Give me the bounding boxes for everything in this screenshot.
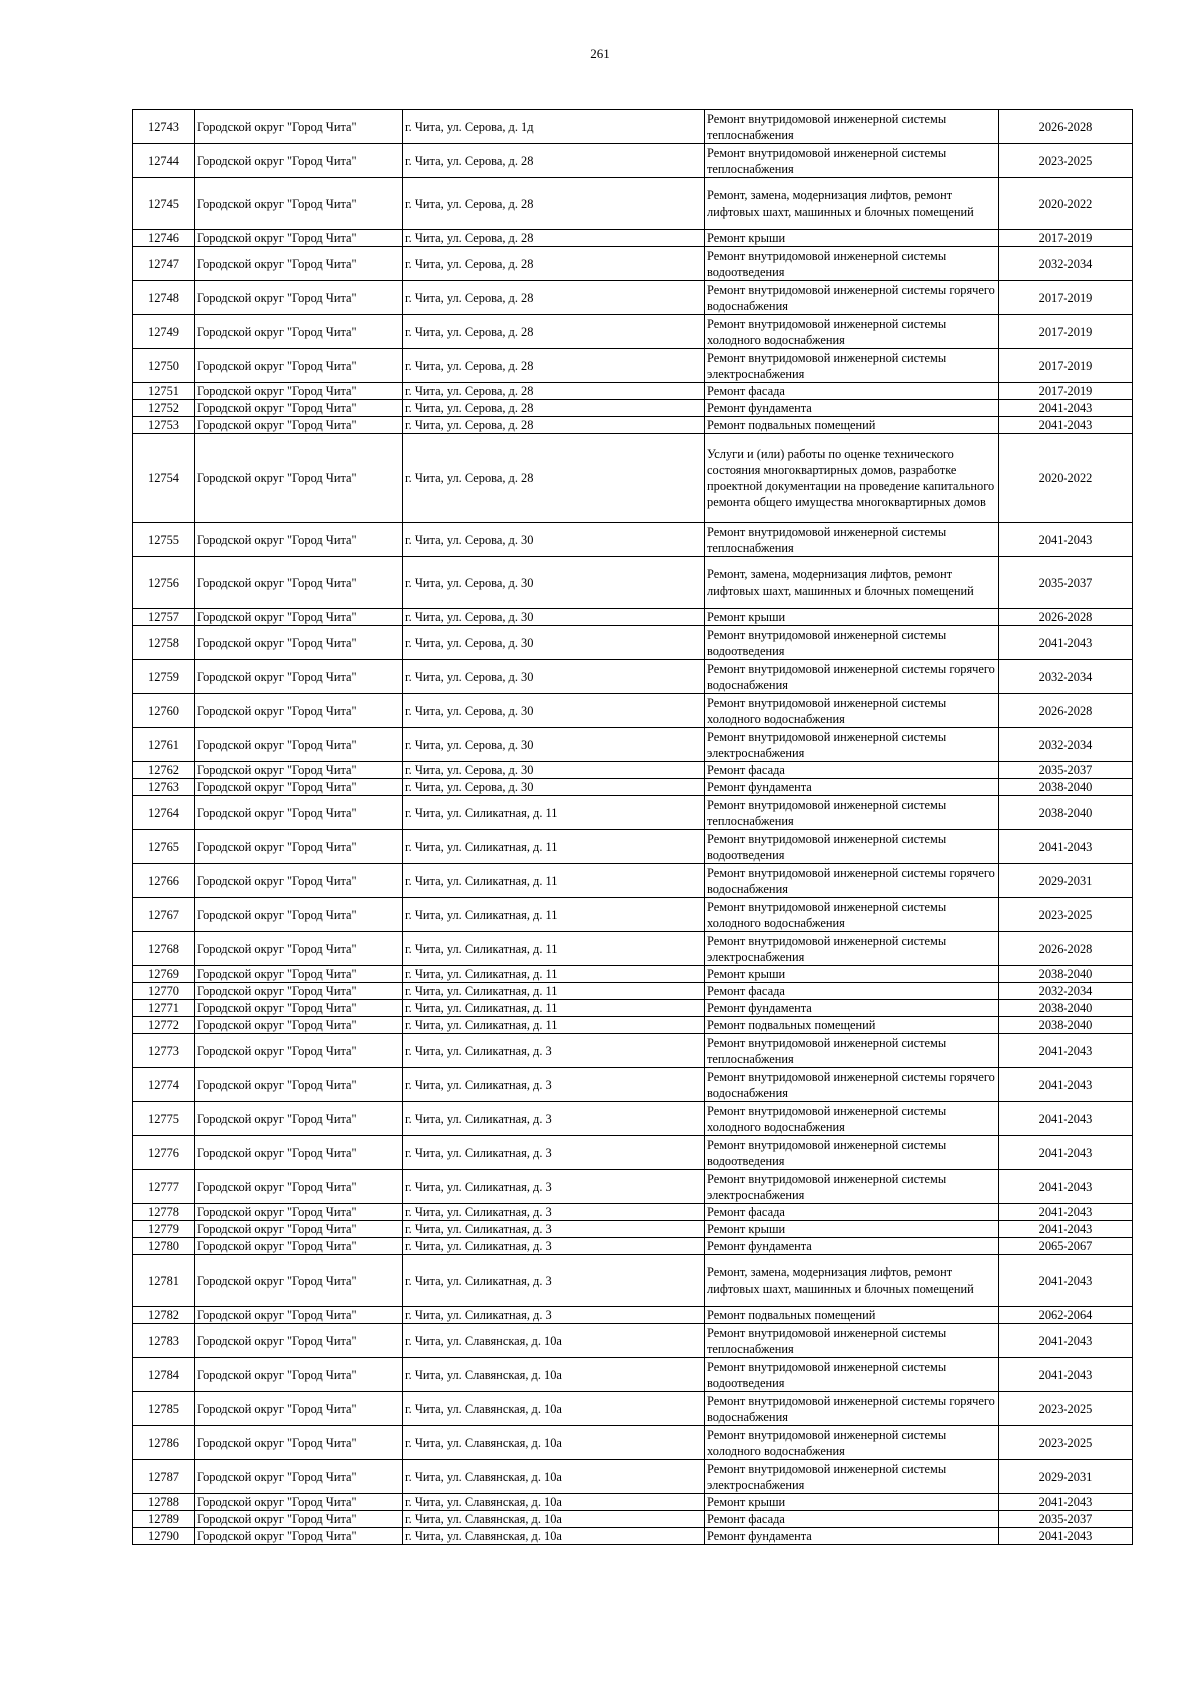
- period-cell: 2026-2028: [999, 110, 1133, 144]
- row-number: 12789: [133, 1511, 195, 1528]
- period-cell: 2017-2019: [999, 281, 1133, 315]
- municipality-cell: Городской округ "Город Чита": [195, 434, 403, 523]
- period-cell: 2020-2022: [999, 178, 1133, 230]
- row-number: 12765: [133, 830, 195, 864]
- table-row: [133, 400, 1133, 417]
- period-cell: 2017-2019: [999, 383, 1133, 400]
- municipality-cell: Городской округ "Город Чита": [195, 983, 403, 1000]
- address-cell: г. Чита, ул. Силикатная, д. 3: [403, 1170, 705, 1204]
- period-cell: 2041-2043: [999, 1170, 1133, 1204]
- work-type-cell: Ремонт крыши: [705, 1221, 999, 1238]
- work-type-cell: Ремонт внутридомовой инженерной системы горячего водоснабжения: [705, 1392, 999, 1426]
- work-type-cell: Ремонт внутридомовой инженерной системы холодного водоснабжения: [705, 694, 999, 728]
- municipality-cell: Городской округ "Город Чита": [195, 1000, 403, 1017]
- table-row: [133, 1307, 1133, 1324]
- municipality-cell: Городской округ "Город Чита": [195, 1358, 403, 1392]
- table-row: [133, 1511, 1133, 1528]
- work-type-cell: Ремонт внутридомовой инженерной системы водоотведения: [705, 1358, 999, 1392]
- row-number: 12753: [133, 417, 195, 434]
- municipality-cell: Городской округ "Город Чита": [195, 1102, 403, 1136]
- table-row: [133, 983, 1133, 1000]
- municipality-cell: Городской округ "Город Чита": [195, 349, 403, 383]
- address-cell: г. Чита, ул. Славянская, д. 10а: [403, 1494, 705, 1511]
- municipality-cell: Городской округ "Город Чита": [195, 1307, 403, 1324]
- address-cell: г. Чита, ул. Силикатная, д. 11: [403, 1017, 705, 1034]
- address-cell: г. Чита, ул. Славянская, д. 10а: [403, 1324, 705, 1358]
- period-cell: 2026-2028: [999, 609, 1133, 626]
- municipality-cell: Городской округ "Город Чита": [195, 898, 403, 932]
- period-cell: 2020-2022: [999, 434, 1133, 523]
- work-type-cell: Ремонт внутридомовой инженерной системы холодного водоснабжения: [705, 315, 999, 349]
- period-cell: 2023-2025: [999, 1426, 1133, 1460]
- period-cell: 2038-2040: [999, 779, 1133, 796]
- repair-schedule-table: [132, 109, 1133, 1545]
- work-type-cell: Ремонт подвальных помещений: [705, 1017, 999, 1034]
- municipality-cell: Городской округ "Город Чита": [195, 864, 403, 898]
- work-type-cell: Ремонт внутридомовой инженерной системы водоотведения: [705, 1136, 999, 1170]
- period-cell: 2041-2043: [999, 1034, 1133, 1068]
- work-type-cell: Ремонт внутридомовой инженерной системы теплоснабжения: [705, 1324, 999, 1358]
- municipality-cell: Городской округ "Город Чита": [195, 1255, 403, 1307]
- table-row: [133, 1392, 1133, 1426]
- period-cell: 2023-2025: [999, 898, 1133, 932]
- municipality-cell: Городской округ "Город Чита": [195, 796, 403, 830]
- work-type-cell: Ремонт фундамента: [705, 1238, 999, 1255]
- address-cell: г. Чита, ул. Силикатная, д. 11: [403, 983, 705, 1000]
- work-type-cell: Ремонт внутридомовой инженерной системы водоотведения: [705, 626, 999, 660]
- municipality-cell: Городской округ "Город Чита": [195, 966, 403, 983]
- work-type-cell: Ремонт внутридомовой инженерной системы электроснабжения: [705, 349, 999, 383]
- work-type-cell: Ремонт внутридомовой инженерной системы холодного водоснабжения: [705, 1426, 999, 1460]
- row-number: 12777: [133, 1170, 195, 1204]
- row-number: 12764: [133, 796, 195, 830]
- work-type-cell: Ремонт внутридомовой инженерной системы водоотведения: [705, 247, 999, 281]
- municipality-cell: Городской округ "Город Чита": [195, 247, 403, 281]
- table-row: [133, 1068, 1133, 1102]
- period-cell: 2041-2043: [999, 1221, 1133, 1238]
- period-cell: 2017-2019: [999, 230, 1133, 247]
- table-row: [133, 383, 1133, 400]
- table-row: [133, 932, 1133, 966]
- address-cell: г. Чита, ул. Серова, д. 30: [403, 660, 705, 694]
- period-cell: 2032-2034: [999, 247, 1133, 281]
- table-row: [133, 144, 1133, 178]
- period-cell: 2017-2019: [999, 349, 1133, 383]
- municipality-cell: Городской округ "Город Чита": [195, 110, 403, 144]
- address-cell: г. Чита, ул. Силикатная, д. 3: [403, 1136, 705, 1170]
- period-cell: 2029-2031: [999, 864, 1133, 898]
- municipality-cell: Городской округ "Город Чита": [195, 932, 403, 966]
- row-number: 12767: [133, 898, 195, 932]
- row-number: 12766: [133, 864, 195, 898]
- row-number: 12747: [133, 247, 195, 281]
- address-cell: г. Чита, ул. Славянская, д. 10а: [403, 1392, 705, 1426]
- row-number: 12779: [133, 1221, 195, 1238]
- period-cell: 2017-2019: [999, 315, 1133, 349]
- municipality-cell: Городской округ "Город Чита": [195, 762, 403, 779]
- row-number: 12768: [133, 932, 195, 966]
- period-cell: 2041-2043: [999, 523, 1133, 557]
- period-cell: 2023-2025: [999, 1392, 1133, 1426]
- period-cell: 2041-2043: [999, 417, 1133, 434]
- address-cell: г. Чита, ул. Серова, д. 28: [403, 247, 705, 281]
- page-number: 261: [590, 46, 610, 61]
- work-type-cell: Ремонт внутридомовой инженерной системы электроснабжения: [705, 728, 999, 762]
- address-cell: г. Чита, ул. Силикатная, д. 11: [403, 864, 705, 898]
- work-type-cell: Ремонт внутридомовой инженерной системы горячего водоснабжения: [705, 864, 999, 898]
- row-number: 12751: [133, 383, 195, 400]
- municipality-cell: Городской округ "Город Чита": [195, 626, 403, 660]
- table-body: [133, 110, 1133, 1545]
- work-type-cell: Ремонт фундамента: [705, 1000, 999, 1017]
- row-number: 12790: [133, 1528, 195, 1545]
- address-cell: г. Чита, ул. Силикатная, д. 11: [403, 1000, 705, 1017]
- municipality-cell: Городской округ "Город Чита": [195, 694, 403, 728]
- municipality-cell: Городской округ "Город Чита": [195, 523, 403, 557]
- address-cell: г. Чита, ул. Славянская, д. 10а: [403, 1426, 705, 1460]
- row-number: 12748: [133, 281, 195, 315]
- work-type-cell: Ремонт фасада: [705, 1511, 999, 1528]
- period-cell: 2041-2043: [999, 1068, 1133, 1102]
- municipality-cell: Городской округ "Город Чита": [195, 1460, 403, 1494]
- period-cell: 2023-2025: [999, 144, 1133, 178]
- table-row: [133, 1426, 1133, 1460]
- row-number: 12771: [133, 1000, 195, 1017]
- work-type-cell: Ремонт внутридомовой инженерной системы горячего водоснабжения: [705, 281, 999, 315]
- table-row: [133, 779, 1133, 796]
- period-cell: 2041-2043: [999, 1204, 1133, 1221]
- work-type-cell: Ремонт внутридомовой инженерной системы теплоснабжения: [705, 796, 999, 830]
- table-row: [133, 1221, 1133, 1238]
- municipality-cell: Городской округ "Город Чита": [195, 1426, 403, 1460]
- address-cell: г. Чита, ул. Славянская, д. 10а: [403, 1511, 705, 1528]
- work-type-cell: Ремонт крыши: [705, 230, 999, 247]
- row-number: 12781: [133, 1255, 195, 1307]
- work-type-cell: Ремонт крыши: [705, 609, 999, 626]
- period-cell: 2041-2043: [999, 1324, 1133, 1358]
- table-row: [133, 864, 1133, 898]
- row-number: 12759: [133, 660, 195, 694]
- table-row: [133, 230, 1133, 247]
- municipality-cell: Городской округ "Город Чита": [195, 1068, 403, 1102]
- table-row: [133, 728, 1133, 762]
- municipality-cell: Городской округ "Город Чита": [195, 1511, 403, 1528]
- table-row: [133, 796, 1133, 830]
- address-cell: г. Чита, ул. Серова, д. 30: [403, 762, 705, 779]
- municipality-cell: Городской округ "Город Чита": [195, 178, 403, 230]
- work-type-cell: Ремонт внутридомовой инженерной системы теплоснабжения: [705, 144, 999, 178]
- municipality-cell: Городской округ "Город Чита": [195, 144, 403, 178]
- period-cell: 2041-2043: [999, 626, 1133, 660]
- table-row: [133, 1358, 1133, 1392]
- period-cell: 2035-2037: [999, 1511, 1133, 1528]
- municipality-cell: Городской округ "Город Чита": [195, 1221, 403, 1238]
- municipality-cell: Городской округ "Город Чита": [195, 557, 403, 609]
- table-row: [133, 247, 1133, 281]
- row-number: 12772: [133, 1017, 195, 1034]
- municipality-cell: Городской округ "Город Чита": [195, 417, 403, 434]
- address-cell: г. Чита, ул. Серова, д. 30: [403, 779, 705, 796]
- municipality-cell: Городской округ "Город Чита": [195, 1017, 403, 1034]
- address-cell: г. Чита, ул. Славянская, д. 10а: [403, 1358, 705, 1392]
- work-type-cell: Ремонт фундамента: [705, 400, 999, 417]
- address-cell: г. Чита, ул. Силикатная, д. 11: [403, 796, 705, 830]
- address-cell: г. Чита, ул. Серова, д. 28: [403, 230, 705, 247]
- table-row: [133, 1034, 1133, 1068]
- row-number: 12769: [133, 966, 195, 983]
- work-type-cell: Ремонт внутридомовой инженерной системы теплоснабжения: [705, 110, 999, 144]
- row-number: 12775: [133, 1102, 195, 1136]
- municipality-cell: Городской округ "Город Чита": [195, 1034, 403, 1068]
- work-type-cell: Ремонт внутридомовой инженерной системы теплоснабжения: [705, 523, 999, 557]
- address-cell: г. Чита, ул. Серова, д. 1д: [403, 110, 705, 144]
- row-number: 12788: [133, 1494, 195, 1511]
- row-number: 12760: [133, 694, 195, 728]
- period-cell: 2035-2037: [999, 762, 1133, 779]
- table-row: [133, 1136, 1133, 1170]
- row-number: 12787: [133, 1460, 195, 1494]
- municipality-cell: Городской округ "Город Чита": [195, 1204, 403, 1221]
- table-row: [133, 609, 1133, 626]
- row-number: 12778: [133, 1204, 195, 1221]
- row-number: 12761: [133, 728, 195, 762]
- work-type-cell: Ремонт внутридомовой инженерной системы горячего водоснабжения: [705, 1068, 999, 1102]
- work-type-cell: Ремонт фасада: [705, 1204, 999, 1221]
- work-type-cell: Ремонт внутридомовой инженерной системы электроснабжения: [705, 1460, 999, 1494]
- address-cell: г. Чита, ул. Серова, д. 28: [403, 383, 705, 400]
- address-cell: г. Чита, ул. Серова, д. 28: [403, 434, 705, 523]
- address-cell: г. Чита, ул. Силикатная, д. 3: [403, 1238, 705, 1255]
- municipality-cell: Городской округ "Город Чита": [195, 230, 403, 247]
- table-row: [133, 417, 1133, 434]
- address-cell: г. Чита, ул. Серова, д. 28: [403, 349, 705, 383]
- row-number: 12786: [133, 1426, 195, 1460]
- work-type-cell: Ремонт фасада: [705, 383, 999, 400]
- table-row: [133, 557, 1133, 609]
- period-cell: 2032-2034: [999, 983, 1133, 1000]
- work-type-cell: Услуги и (или) работы по оценке технического состояния многоквартирных домов, разработке проектной документации на проведение капитального ремонта общего имущества многоквартирных домов: [705, 434, 999, 523]
- table-row: [133, 1204, 1133, 1221]
- row-number: 12754: [133, 434, 195, 523]
- period-cell: 2041-2043: [999, 1255, 1133, 1307]
- work-type-cell: Ремонт внутридомовой инженерной системы холодного водоснабжения: [705, 1102, 999, 1136]
- period-cell: 2041-2043: [999, 1494, 1133, 1511]
- address-cell: г. Чита, ул. Серова, д. 28: [403, 315, 705, 349]
- row-number: 12782: [133, 1307, 195, 1324]
- address-cell: г. Чита, ул. Силикатная, д. 3: [403, 1255, 705, 1307]
- table-row: [133, 1528, 1133, 1545]
- row-number: 12744: [133, 144, 195, 178]
- period-cell: 2026-2028: [999, 932, 1133, 966]
- address-cell: г. Чита, ул. Силикатная, д. 3: [403, 1102, 705, 1136]
- row-number: 12756: [133, 557, 195, 609]
- table-row: [133, 1494, 1133, 1511]
- row-number: 12783: [133, 1324, 195, 1358]
- table-row: [133, 762, 1133, 779]
- row-number: 12758: [133, 626, 195, 660]
- address-cell: г. Чита, ул. Силикатная, д. 3: [403, 1034, 705, 1068]
- address-cell: г. Чита, ул. Славянская, д. 10а: [403, 1528, 705, 1545]
- work-type-cell: Ремонт фасада: [705, 762, 999, 779]
- work-type-cell: Ремонт внутридомовой инженерной системы электроснабжения: [705, 932, 999, 966]
- address-cell: г. Чита, ул. Силикатная, д. 11: [403, 932, 705, 966]
- municipality-cell: Городской округ "Город Чита": [195, 281, 403, 315]
- table-row: [133, 830, 1133, 864]
- address-cell: г. Чита, ул. Силикатная, д. 3: [403, 1307, 705, 1324]
- period-cell: 2038-2040: [999, 966, 1133, 983]
- period-cell: 2029-2031: [999, 1460, 1133, 1494]
- table-row: [133, 1000, 1133, 1017]
- table-row: [133, 898, 1133, 932]
- work-type-cell: Ремонт, замена, модернизация лифтов, ремонт лифтовых шахт, машинных и блочных помещений: [705, 557, 999, 609]
- address-cell: г. Чита, ул. Силикатная, д. 11: [403, 830, 705, 864]
- municipality-cell: Городской округ "Город Чита": [195, 1528, 403, 1545]
- row-number: 12780: [133, 1238, 195, 1255]
- work-type-cell: Ремонт внутридомовой инженерной системы теплоснабжения: [705, 1034, 999, 1068]
- work-type-cell: Ремонт внутридомовой инженерной системы водоотведения: [705, 830, 999, 864]
- row-number: 12773: [133, 1034, 195, 1068]
- work-type-cell: Ремонт, замена, модернизация лифтов, ремонт лифтовых шахт, машинных и блочных помещений: [705, 1255, 999, 1307]
- municipality-cell: Городской округ "Город Чита": [195, 1494, 403, 1511]
- period-cell: 2026-2028: [999, 694, 1133, 728]
- work-type-cell: Ремонт внутридомовой инженерной системы горячего водоснабжения: [705, 660, 999, 694]
- address-cell: г. Чита, ул. Силикатная, д. 3: [403, 1204, 705, 1221]
- row-number: 12763: [133, 779, 195, 796]
- row-number: 12755: [133, 523, 195, 557]
- period-cell: 2032-2034: [999, 728, 1133, 762]
- work-type-cell: Ремонт крыши: [705, 966, 999, 983]
- table-row: [133, 1238, 1133, 1255]
- municipality-cell: Городской округ "Город Чита": [195, 1392, 403, 1426]
- address-cell: г. Чита, ул. Серова, д. 28: [403, 417, 705, 434]
- municipality-cell: Городской округ "Город Чита": [195, 728, 403, 762]
- table-row: [133, 1255, 1133, 1307]
- address-cell: г. Чита, ул. Серова, д. 30: [403, 523, 705, 557]
- row-number: 12770: [133, 983, 195, 1000]
- municipality-cell: Городской округ "Город Чита": [195, 315, 403, 349]
- row-number: 12750: [133, 349, 195, 383]
- row-number: 12745: [133, 178, 195, 230]
- table-row: [133, 315, 1133, 349]
- row-number: 12784: [133, 1358, 195, 1392]
- table-row: [133, 523, 1133, 557]
- period-cell: 2041-2043: [999, 1136, 1133, 1170]
- address-cell: г. Чита, ул. Серова, д. 30: [403, 694, 705, 728]
- address-cell: г. Чита, ул. Серова, д. 30: [403, 728, 705, 762]
- work-type-cell: Ремонт внутридомовой инженерной системы холодного водоснабжения: [705, 898, 999, 932]
- period-cell: 2041-2043: [999, 400, 1133, 417]
- table-row: [133, 349, 1133, 383]
- row-number: 12785: [133, 1392, 195, 1426]
- work-type-cell: Ремонт подвальных помещений: [705, 417, 999, 434]
- table-row: [133, 626, 1133, 660]
- table-row: [133, 434, 1133, 523]
- municipality-cell: Городской округ "Город Чита": [195, 1238, 403, 1255]
- work-type-cell: Ремонт крыши: [705, 1494, 999, 1511]
- municipality-cell: Городской округ "Город Чита": [195, 660, 403, 694]
- period-cell: 2041-2043: [999, 1102, 1133, 1136]
- work-type-cell: Ремонт фундамента: [705, 1528, 999, 1545]
- work-type-cell: Ремонт фасада: [705, 983, 999, 1000]
- table-row: [133, 178, 1133, 230]
- address-cell: г. Чита, ул. Серова, д. 28: [403, 281, 705, 315]
- row-number: 12776: [133, 1136, 195, 1170]
- row-number: 12746: [133, 230, 195, 247]
- period-cell: 2038-2040: [999, 1000, 1133, 1017]
- address-cell: г. Чита, ул. Силикатная, д. 3: [403, 1221, 705, 1238]
- row-number: 12743: [133, 110, 195, 144]
- row-number: 12774: [133, 1068, 195, 1102]
- period-cell: 2038-2040: [999, 796, 1133, 830]
- period-cell: 2041-2043: [999, 1528, 1133, 1545]
- period-cell: 2041-2043: [999, 830, 1133, 864]
- municipality-cell: Городской округ "Город Чита": [195, 830, 403, 864]
- address-cell: г. Чита, ул. Серова, д. 30: [403, 609, 705, 626]
- period-cell: 2065-2067: [999, 1238, 1133, 1255]
- table-row: [133, 660, 1133, 694]
- work-type-cell: Ремонт фундамента: [705, 779, 999, 796]
- address-cell: г. Чита, ул. Силикатная, д. 11: [403, 966, 705, 983]
- municipality-cell: Городской округ "Город Чита": [195, 1170, 403, 1204]
- row-number: 12757: [133, 609, 195, 626]
- table-row: [133, 1324, 1133, 1358]
- address-cell: г. Чита, ул. Славянская, д. 10а: [403, 1460, 705, 1494]
- address-cell: г. Чита, ул. Силикатная, д. 11: [403, 898, 705, 932]
- address-cell: г. Чита, ул. Силикатная, д. 3: [403, 1068, 705, 1102]
- table-row: [133, 281, 1133, 315]
- period-cell: 2032-2034: [999, 660, 1133, 694]
- period-cell: 2035-2037: [999, 557, 1133, 609]
- table-row: [133, 1170, 1133, 1204]
- table-row: [133, 1017, 1133, 1034]
- address-cell: г. Чита, ул. Серова, д. 28: [403, 400, 705, 417]
- table-row: [133, 966, 1133, 983]
- address-cell: г. Чита, ул. Серова, д. 30: [403, 557, 705, 609]
- period-cell: 2038-2040: [999, 1017, 1133, 1034]
- municipality-cell: Городской округ "Город Чита": [195, 1324, 403, 1358]
- row-number: 12762: [133, 762, 195, 779]
- municipality-cell: Городской округ "Город Чита": [195, 609, 403, 626]
- work-type-cell: Ремонт подвальных помещений: [705, 1307, 999, 1324]
- period-cell: 2041-2043: [999, 1358, 1133, 1392]
- table-row: [133, 1460, 1133, 1494]
- municipality-cell: Городской округ "Город Чита": [195, 400, 403, 417]
- row-number: 12752: [133, 400, 195, 417]
- address-cell: г. Чита, ул. Серова, д. 28: [403, 144, 705, 178]
- table-row: [133, 110, 1133, 144]
- row-number: 12749: [133, 315, 195, 349]
- period-cell: 2062-2064: [999, 1307, 1133, 1324]
- table-row: [133, 1102, 1133, 1136]
- address-cell: г. Чита, ул. Серова, д. 30: [403, 626, 705, 660]
- table-row: [133, 694, 1133, 728]
- work-type-cell: Ремонт, замена, модернизация лифтов, ремонт лифтовых шахт, машинных и блочных помещений: [705, 178, 999, 230]
- address-cell: г. Чита, ул. Серова, д. 28: [403, 178, 705, 230]
- municipality-cell: Городской округ "Город Чита": [195, 779, 403, 796]
- municipality-cell: Городской округ "Город Чита": [195, 1136, 403, 1170]
- work-type-cell: Ремонт внутридомовой инженерной системы электроснабжения: [705, 1170, 999, 1204]
- municipality-cell: Городской округ "Город Чита": [195, 383, 403, 400]
